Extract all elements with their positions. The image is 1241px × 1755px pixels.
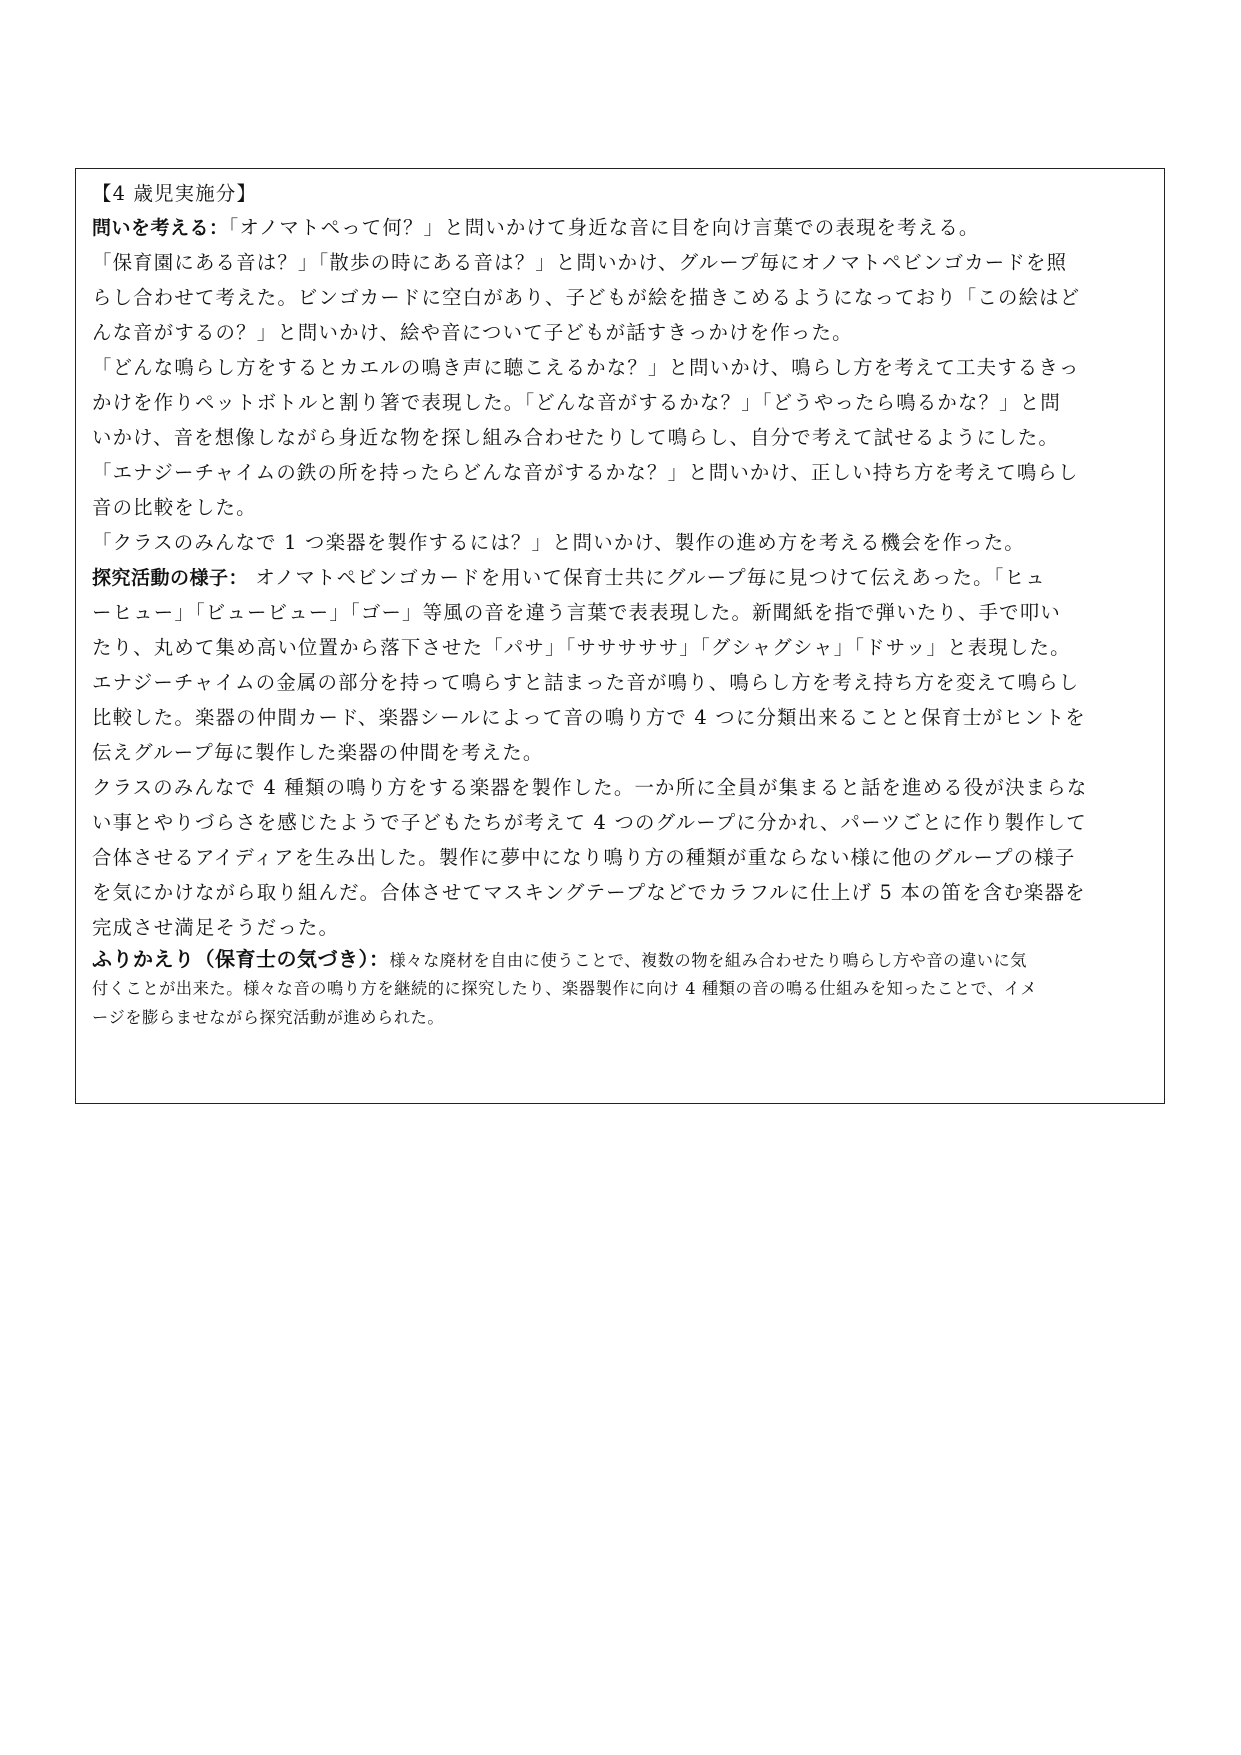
reflection-intro: 様々な廃材を自由に使うことで、複数の物を組み合わせたり鳴らし方や音の違いに気 bbox=[389, 951, 1028, 970]
questions-line: 「クラスのみんなで 1 つ楽器を製作するには？」と問いかけ、製作の進め方を考える機会を作った。 bbox=[92, 531, 1025, 554]
activity-line: を気にかけながら取り組んだ。合体させてマスキングテープなどでカラフルに仕上げ 5 本の笛を含む楽器を bbox=[92, 881, 1086, 904]
questions-line: らし合わせて考えた。ビンゴカードに空白があり、子どもが絵を描きこめるようになっており「この絵はど bbox=[92, 286, 1081, 309]
activity-intro-line bbox=[92, 560, 1150, 595]
activity-line: エナジーチャイムの金属の部分を持って鳴らすと詰まった音が鳴り、鳴らし方を考え持ち方を変えて鳴らし bbox=[92, 671, 1080, 694]
activity-line: 伝えグループ毎に製作した楽器の仲間を考えた。 bbox=[92, 741, 544, 764]
questions-line: 「保育園にある音は？」「散歩の時にある音は？」と問いかけ、グループ毎にオノマトペビンゴカードを照 bbox=[92, 251, 1068, 274]
reflection-line: ージを膨らませながら探究活動が進められた。 bbox=[92, 1008, 445, 1027]
questions-intro: 「オノマトペって何？」と問いかけて身近な音に目を向け言葉での表現を考える。 bbox=[228, 216, 980, 239]
questions-line: 音の比較をした。 bbox=[92, 496, 257, 519]
reflection-intro-line bbox=[92, 945, 1150, 974]
report-box bbox=[75, 168, 1165, 1104]
reflection-line: 付くことが出来た。様々な音の鳴り方を継続的に探究したり、楽器製作に向け 4 種類の音の鳴る仕組みを知ったことで、イメ bbox=[92, 979, 1038, 998]
activity-line: 完成させ満足そうだった。 bbox=[92, 916, 340, 939]
activity-line: クラスのみんなで 4 種類の鳴り方をする楽器を製作した。一か所に全員が集まると話を進める役が決まらな bbox=[92, 776, 1088, 799]
questions-intro-line bbox=[92, 210, 1150, 245]
activity-line: い事とやりづらさを感じたようで子どもたちが考えて 4 つのグループに分かれ、パーツごとに作り製作して bbox=[92, 811, 1087, 834]
questions-line: いかけ、音を想像しながら身近な物を探し組み合わせたりして鳴らし、自分で考えて試せるようにした。 bbox=[92, 426, 1059, 449]
questions-line: んな音がするの？」と問いかけ、絵や音について子どもが話すきっかけを作った。 bbox=[92, 321, 853, 344]
activity-intro: オノマトペビンゴカードを用いて保育士共にグループ毎に見つけて伝えあった。「ヒュ bbox=[248, 566, 1046, 589]
questions-line: 「エナジーチャイムの鉄の所を持ったらどんな音がするかな？」と問いかけ、正しい持ち方を考えて鳴らし bbox=[92, 461, 1079, 484]
activity-line: 比較した。楽器の仲間カード、楽器シールによって音の鳴り方で 4 つに分類出来ることと保育士がヒントを bbox=[92, 706, 1086, 729]
activity-label: 探究活動の様子： bbox=[92, 567, 249, 589]
activity-line: たり、丸めて集め高い位置から落下させた「パサ」「サササササ」「グシャグシャ」「ドサッ」と表現した。 bbox=[92, 636, 1071, 659]
reflection-label: ふりかえり（保育士の気づき）： bbox=[92, 947, 390, 971]
questions-line: かけを作りペットボトルと割り箸で表現した。「どんな音がするかな？」「どうやったら鳴るかな？」と問 bbox=[92, 391, 1061, 414]
section-heading: 【4 歳児実施分】 bbox=[92, 182, 258, 205]
activity-line: 合体させるアイディアを生み出した。製作に夢中になり鳴り方の種類が重ならない様に他のグループの様子 bbox=[92, 846, 1076, 869]
activity-line: ーヒュー」「ビュービュー」「ゴー」等風の音を違う言葉で表表現した。新聞紙を指で弾いたり、手で叩い bbox=[92, 601, 1061, 624]
questions-line: 「どんな鳴らし方をするとカエルの鳴き声に聴こえるかな？」と問いかけ、鳴らし方を考えて工夫するきっ bbox=[92, 356, 1080, 379]
questions-label: 問いを考える： bbox=[92, 217, 229, 239]
